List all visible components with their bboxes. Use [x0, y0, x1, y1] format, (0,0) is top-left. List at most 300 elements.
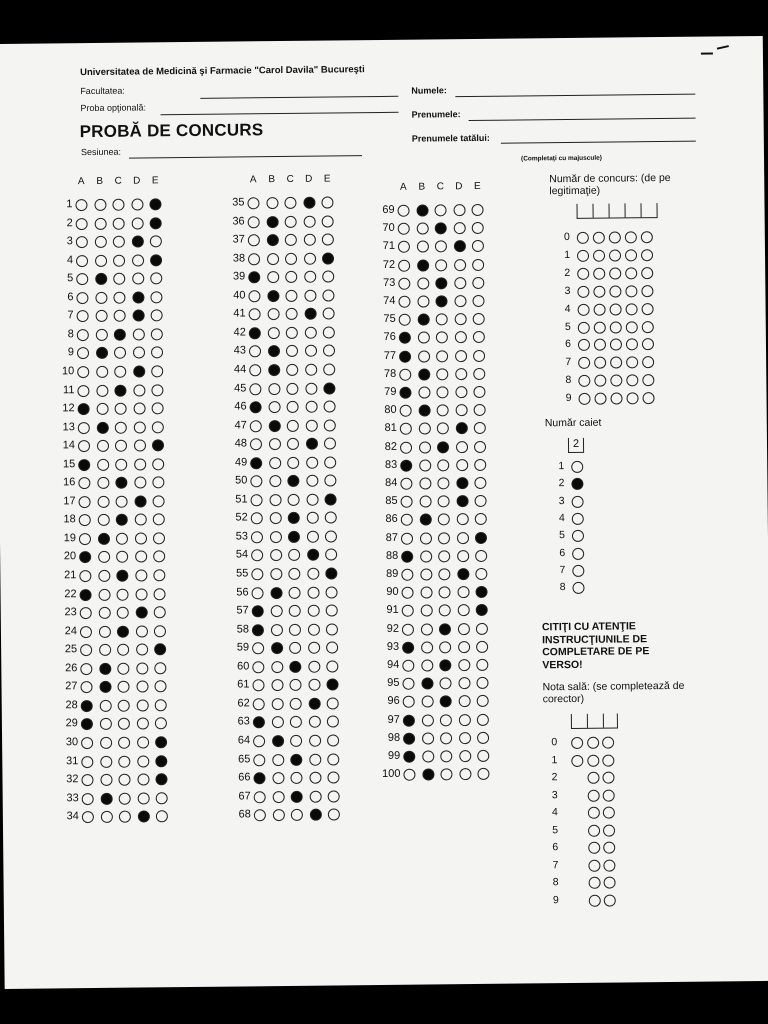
- answer-bubble-d[interactable]: [133, 402, 145, 414]
- answer-bubble-c[interactable]: [290, 735, 302, 747]
- answer-bubble-b[interactable]: [267, 271, 279, 283]
- answer-bubble-e[interactable]: [323, 363, 335, 375]
- answer-bubble-c[interactable]: [291, 790, 303, 802]
- answer-bubble-d[interactable]: [303, 215, 315, 227]
- answer-bubble-b[interactable]: [268, 420, 280, 432]
- answer-bubble-e[interactable]: [150, 235, 162, 247]
- answer-bubble-b[interactable]: [269, 457, 281, 469]
- answer-bubble-d[interactable]: [306, 493, 318, 505]
- answer-bubble-c[interactable]: [287, 401, 299, 413]
- answer-bubble-b[interactable]: [417, 259, 429, 271]
- answer-bubble-e[interactable]: [155, 736, 167, 748]
- answer-bubble-b[interactable]: [96, 421, 108, 433]
- answer-bubble-d[interactable]: [133, 365, 145, 377]
- answer-bubble-a[interactable]: [249, 383, 261, 395]
- answer-bubble-e[interactable]: [322, 252, 334, 264]
- answer-bubble-a[interactable]: [249, 364, 261, 376]
- answer-bubble-b[interactable]: [416, 241, 428, 253]
- answer-bubble-c[interactable]: [290, 753, 302, 765]
- answer-bubble-a[interactable]: [253, 735, 265, 747]
- answer-bubble-c[interactable]: [285, 252, 297, 264]
- answer-bubble-c[interactable]: [118, 699, 130, 711]
- answer-bubble-a[interactable]: [81, 774, 93, 786]
- candidate-digit-bubble[interactable]: [578, 357, 590, 369]
- answer-bubble-e[interactable]: [322, 215, 334, 227]
- answer-bubble-e[interactable]: [325, 530, 337, 542]
- booklet-bubble[interactable]: [572, 495, 584, 507]
- answer-bubble-b[interactable]: [99, 681, 111, 693]
- answer-bubble-d[interactable]: [309, 772, 321, 784]
- answer-bubble-c[interactable]: [286, 364, 298, 376]
- answer-bubble-a[interactable]: [251, 587, 263, 599]
- answer-bubble-c[interactable]: [114, 347, 126, 359]
- candidate-digit-bubble[interactable]: [626, 392, 638, 404]
- candidate-digit-bubble[interactable]: [594, 357, 606, 369]
- answer-bubble-e[interactable]: [327, 734, 339, 746]
- answer-bubble-e[interactable]: [473, 368, 485, 380]
- answer-bubble-d[interactable]: [134, 477, 146, 489]
- grade-digit-bubble[interactable]: [587, 754, 599, 766]
- candidate-digit-bubble[interactable]: [578, 339, 590, 351]
- answer-bubble-e[interactable]: [325, 493, 337, 505]
- grade-digit-bubble[interactable]: [603, 859, 615, 871]
- answer-bubble-e[interactable]: [150, 254, 162, 266]
- answer-bubble-b[interactable]: [270, 549, 282, 561]
- answer-bubble-e[interactable]: [326, 623, 338, 635]
- answer-bubble-a[interactable]: [76, 273, 88, 285]
- answer-bubble-e[interactable]: [326, 679, 338, 691]
- answer-bubble-b[interactable]: [94, 217, 106, 229]
- candidate-digit-bubble[interactable]: [594, 321, 606, 333]
- answer-bubble-d[interactable]: [308, 679, 320, 691]
- answer-bubble-c[interactable]: [116, 570, 128, 582]
- answer-bubble-a[interactable]: [403, 696, 415, 708]
- grade-digit-bubble[interactable]: [587, 737, 599, 749]
- answer-bubble-c[interactable]: [440, 696, 452, 708]
- answer-bubble-b[interactable]: [269, 531, 281, 543]
- answer-bubble-d[interactable]: [454, 331, 466, 343]
- answer-bubble-d[interactable]: [457, 550, 469, 562]
- answer-bubble-d[interactable]: [303, 234, 315, 246]
- answer-bubble-e[interactable]: [324, 456, 336, 468]
- grade-digit-bubble[interactable]: [587, 824, 599, 836]
- answer-bubble-c[interactable]: [434, 204, 446, 216]
- answer-bubble-a[interactable]: [79, 514, 91, 526]
- answer-bubble-c[interactable]: [438, 532, 450, 544]
- candidate-digit-bubble[interactable]: [641, 231, 653, 243]
- answer-bubble-b[interactable]: [266, 197, 278, 209]
- answer-bubble-a[interactable]: [254, 791, 266, 803]
- answer-bubble-d[interactable]: [134, 514, 146, 526]
- answer-bubble-b[interactable]: [270, 624, 282, 636]
- answer-bubble-b[interactable]: [421, 714, 433, 726]
- answer-bubble-a[interactable]: [399, 332, 411, 344]
- grade-box[interactable]: [571, 714, 618, 729]
- answer-bubble-a[interactable]: [82, 811, 94, 823]
- answer-bubble-c[interactable]: [113, 236, 125, 248]
- candidate-digit-bubble[interactable]: [626, 321, 638, 333]
- answer-bubble-d[interactable]: [132, 328, 144, 340]
- answer-bubble-e[interactable]: [322, 271, 334, 283]
- answer-bubble-a[interactable]: [400, 441, 412, 453]
- answer-bubble-e[interactable]: [472, 240, 484, 252]
- answer-bubble-a[interactable]: [251, 550, 263, 562]
- booklet-bubble[interactable]: [571, 478, 583, 490]
- answer-bubble-b[interactable]: [416, 223, 428, 235]
- candidate-digit-bubble[interactable]: [609, 285, 621, 297]
- answer-bubble-b[interactable]: [95, 292, 107, 304]
- answer-bubble-c[interactable]: [436, 386, 448, 398]
- answer-bubble-e[interactable]: [156, 810, 168, 822]
- answer-bubble-b[interactable]: [418, 368, 430, 380]
- answer-bubble-c[interactable]: [439, 677, 451, 689]
- answer-bubble-a[interactable]: [248, 271, 260, 283]
- answer-bubble-a[interactable]: [403, 751, 415, 763]
- candidate-digit-bubble[interactable]: [610, 375, 622, 387]
- answer-bubble-a[interactable]: [247, 197, 259, 209]
- answer-bubble-d[interactable]: [135, 588, 147, 600]
- answer-bubble-e[interactable]: [328, 790, 340, 802]
- grade-digit-bubble[interactable]: [603, 807, 615, 819]
- answer-bubble-a[interactable]: [77, 347, 89, 359]
- answer-bubble-a[interactable]: [401, 532, 413, 544]
- answer-bubble-e[interactable]: [476, 622, 488, 634]
- answer-bubble-e[interactable]: [155, 699, 167, 711]
- answer-bubble-e[interactable]: [326, 605, 338, 617]
- candidate-digit-bubble[interactable]: [578, 303, 590, 315]
- answer-bubble-c[interactable]: [437, 423, 449, 435]
- answer-bubble-e[interactable]: [477, 768, 489, 780]
- answer-bubble-e[interactable]: [322, 234, 334, 246]
- answer-bubble-a[interactable]: [403, 769, 415, 781]
- answer-bubble-e[interactable]: [155, 718, 167, 730]
- answer-bubble-a[interactable]: [77, 366, 89, 378]
- answer-bubble-b[interactable]: [271, 642, 283, 654]
- answer-bubble-d[interactable]: [456, 532, 468, 544]
- answer-bubble-c[interactable]: [286, 345, 298, 357]
- answer-bubble-a[interactable]: [78, 422, 90, 434]
- answer-bubble-b[interactable]: [267, 290, 279, 302]
- candidate-digit-bubble[interactable]: [593, 285, 605, 297]
- answer-bubble-d[interactable]: [458, 677, 470, 689]
- answer-bubble-b[interactable]: [421, 659, 433, 671]
- answer-bubble-c[interactable]: [437, 404, 449, 416]
- answer-bubble-d[interactable]: [458, 659, 470, 671]
- facultatea-field[interactable]: [200, 96, 398, 99]
- grade-digit-bubble[interactable]: [588, 894, 600, 906]
- answer-bubble-c[interactable]: [439, 605, 451, 617]
- answer-bubble-c[interactable]: [117, 681, 129, 693]
- answer-bubble-d[interactable]: [134, 495, 146, 507]
- grade-digit-bubble[interactable]: [602, 737, 614, 749]
- booklet-bubble[interactable]: [572, 513, 584, 525]
- answer-bubble-d[interactable]: [137, 736, 149, 748]
- answer-bubble-c[interactable]: [287, 475, 299, 487]
- answer-bubble-c[interactable]: [438, 495, 450, 507]
- answer-bubble-b[interactable]: [270, 587, 282, 599]
- answer-bubble-b[interactable]: [418, 350, 430, 362]
- answer-bubble-b[interactable]: [417, 277, 429, 289]
- candidate-digit-bubble[interactable]: [610, 357, 622, 369]
- answer-bubble-b[interactable]: [272, 809, 284, 821]
- answer-bubble-b[interactable]: [272, 754, 284, 766]
- answer-bubble-c[interactable]: [438, 550, 450, 562]
- answer-bubble-e[interactable]: [472, 258, 484, 270]
- candidate-digit-bubble[interactable]: [577, 268, 589, 280]
- answer-bubble-d[interactable]: [131, 217, 143, 229]
- answer-bubble-e[interactable]: [475, 513, 487, 525]
- candidate-digit-bubble[interactable]: [610, 339, 622, 351]
- grade-digit-bubble[interactable]: [603, 789, 615, 801]
- answer-bubble-a[interactable]: [252, 624, 264, 636]
- answer-bubble-b[interactable]: [417, 314, 429, 326]
- answer-bubble-e[interactable]: [475, 550, 487, 562]
- answer-bubble-d[interactable]: [308, 697, 320, 709]
- answer-bubble-c[interactable]: [287, 419, 299, 431]
- answer-bubble-b[interactable]: [419, 477, 431, 489]
- answer-bubble-b[interactable]: [268, 401, 280, 413]
- candidate-digit-bubble[interactable]: [610, 303, 622, 315]
- answer-bubble-c[interactable]: [117, 644, 129, 656]
- candidate-digit-bubble[interactable]: [626, 374, 638, 386]
- answer-bubble-a[interactable]: [80, 626, 92, 638]
- answer-bubble-c[interactable]: [116, 514, 128, 526]
- answer-bubble-e[interactable]: [323, 326, 335, 338]
- answer-bubble-e[interactable]: [474, 477, 486, 489]
- answer-bubble-a[interactable]: [78, 477, 90, 489]
- answer-bubble-d[interactable]: [453, 204, 465, 216]
- answer-bubble-d[interactable]: [136, 681, 148, 693]
- candidate-digit-bubble[interactable]: [642, 356, 654, 368]
- answer-bubble-b[interactable]: [420, 605, 432, 617]
- answer-bubble-d[interactable]: [303, 197, 315, 209]
- answer-bubble-b[interactable]: [94, 199, 106, 211]
- answer-bubble-a[interactable]: [249, 327, 261, 339]
- answer-bubble-a[interactable]: [253, 698, 265, 710]
- answer-bubble-a[interactable]: [251, 513, 263, 525]
- answer-bubble-d[interactable]: [455, 368, 467, 380]
- answer-bubble-a[interactable]: [251, 494, 263, 506]
- answer-bubble-e[interactable]: [149, 198, 161, 210]
- answer-bubble-a[interactable]: [402, 605, 414, 617]
- candidate-digit-bubble[interactable]: [577, 232, 589, 244]
- answer-bubble-c[interactable]: [115, 421, 127, 433]
- grade-digit-bubble[interactable]: [588, 859, 600, 871]
- answer-bubble-c[interactable]: [285, 290, 297, 302]
- answer-bubble-d[interactable]: [454, 277, 466, 289]
- answer-bubble-d[interactable]: [136, 699, 148, 711]
- answer-bubble-b[interactable]: [98, 607, 110, 619]
- answer-bubble-d[interactable]: [136, 644, 148, 656]
- answer-bubble-e[interactable]: [472, 277, 484, 289]
- answer-bubble-b[interactable]: [266, 234, 278, 246]
- answer-bubble-d[interactable]: [459, 732, 471, 744]
- answer-bubble-b[interactable]: [422, 750, 434, 762]
- answer-bubble-e[interactable]: [154, 606, 166, 618]
- candidate-digit-bubble[interactable]: [625, 249, 637, 261]
- candidate-digit-bubble[interactable]: [594, 339, 606, 351]
- answer-bubble-a[interactable]: [400, 459, 412, 471]
- candidate-digit-bubble[interactable]: [641, 249, 653, 261]
- answer-bubble-b[interactable]: [99, 663, 111, 675]
- answer-bubble-b[interactable]: [420, 550, 432, 562]
- answer-bubble-a[interactable]: [250, 438, 262, 450]
- candidate-number-box[interactable]: [576, 203, 657, 219]
- answer-bubble-b[interactable]: [271, 661, 283, 673]
- answer-bubble-a[interactable]: [400, 478, 412, 490]
- answer-bubble-a[interactable]: [250, 475, 262, 487]
- answer-bubble-c[interactable]: [437, 441, 449, 453]
- candidate-digit-bubble[interactable]: [642, 321, 654, 333]
- answer-bubble-a[interactable]: [81, 737, 93, 749]
- candidate-digit-bubble[interactable]: [625, 231, 637, 243]
- answer-bubble-e[interactable]: [154, 681, 166, 693]
- answer-bubble-a[interactable]: [80, 644, 92, 656]
- candidate-digit-bubble[interactable]: [609, 267, 621, 279]
- candidate-digit-bubble[interactable]: [593, 250, 605, 262]
- answer-bubble-a[interactable]: [248, 253, 260, 265]
- candidate-digit-bubble[interactable]: [625, 267, 637, 279]
- answer-bubble-e[interactable]: [153, 532, 165, 544]
- answer-bubble-a[interactable]: [249, 309, 261, 321]
- answer-bubble-e[interactable]: [473, 349, 485, 361]
- candidate-digit-bubble[interactable]: [642, 374, 654, 386]
- answer-bubble-a[interactable]: [78, 440, 90, 452]
- answer-bubble-b[interactable]: [97, 533, 109, 545]
- answer-bubble-d[interactable]: [453, 240, 465, 252]
- answer-bubble-b[interactable]: [96, 384, 108, 396]
- answer-bubble-e[interactable]: [154, 643, 166, 655]
- answer-bubble-a[interactable]: [403, 714, 415, 726]
- booklet-box[interactable]: [568, 438, 584, 453]
- answer-bubble-a[interactable]: [398, 223, 410, 235]
- answer-bubble-d[interactable]: [131, 254, 143, 266]
- answer-bubble-a[interactable]: [250, 401, 262, 413]
- answer-bubble-d[interactable]: [131, 236, 143, 248]
- answer-bubble-c[interactable]: [440, 732, 452, 744]
- answer-bubble-c[interactable]: [287, 438, 299, 450]
- answer-bubble-a[interactable]: [253, 717, 265, 729]
- answer-bubble-c[interactable]: [435, 277, 447, 289]
- answer-bubble-b[interactable]: [421, 641, 433, 653]
- booklet-bubble[interactable]: [572, 565, 584, 577]
- answer-bubble-e[interactable]: [152, 402, 164, 414]
- answer-bubble-a[interactable]: [248, 290, 260, 302]
- answer-bubble-d[interactable]: [454, 295, 466, 307]
- answer-bubble-e[interactable]: [151, 384, 163, 396]
- answer-bubble-d[interactable]: [132, 291, 144, 303]
- answer-bubble-c[interactable]: [116, 495, 128, 507]
- answer-bubble-c[interactable]: [288, 494, 300, 506]
- candidate-digit-bubble[interactable]: [594, 375, 606, 387]
- answer-bubble-e[interactable]: [477, 695, 489, 707]
- answer-bubble-b[interactable]: [267, 308, 279, 320]
- answer-bubble-d[interactable]: [305, 419, 317, 431]
- answer-bubble-a[interactable]: [79, 589, 91, 601]
- answer-bubble-b[interactable]: [421, 696, 433, 708]
- answer-bubble-c[interactable]: [285, 215, 297, 227]
- answer-bubble-e[interactable]: [475, 495, 487, 507]
- candidate-digit-bubble[interactable]: [625, 285, 637, 297]
- grade-digit-bubble[interactable]: [603, 824, 615, 836]
- answer-bubble-a[interactable]: [401, 496, 413, 508]
- answer-bubble-c[interactable]: [114, 384, 126, 396]
- answer-bubble-b[interactable]: [98, 588, 110, 600]
- answer-bubble-a[interactable]: [399, 314, 411, 326]
- answer-bubble-d[interactable]: [458, 695, 470, 707]
- answer-bubble-b[interactable]: [270, 605, 282, 617]
- answer-bubble-c[interactable]: [116, 533, 128, 545]
- answer-bubble-b[interactable]: [99, 700, 111, 712]
- answer-bubble-a[interactable]: [79, 551, 91, 563]
- answer-bubble-b[interactable]: [268, 364, 280, 376]
- answer-bubble-d[interactable]: [306, 456, 318, 468]
- answer-bubble-e[interactable]: [327, 771, 339, 783]
- answer-bubble-c[interactable]: [439, 623, 451, 635]
- booklet-bubble[interactable]: [572, 547, 584, 559]
- answer-bubble-d[interactable]: [133, 384, 145, 396]
- answer-bubble-d[interactable]: [306, 475, 318, 487]
- answer-bubble-c[interactable]: [116, 551, 128, 563]
- answer-bubble-d[interactable]: [456, 477, 468, 489]
- numele-field[interactable]: [455, 94, 695, 98]
- answer-bubble-d[interactable]: [453, 222, 465, 234]
- answer-bubble-a[interactable]: [402, 660, 414, 672]
- answer-bubble-c[interactable]: [116, 588, 128, 600]
- answer-bubble-b[interactable]: [422, 732, 434, 744]
- answer-bubble-b[interactable]: [96, 440, 108, 452]
- answer-bubble-e[interactable]: [473, 331, 485, 343]
- answer-bubble-e[interactable]: [153, 514, 165, 526]
- answer-bubble-e[interactable]: [323, 382, 335, 394]
- answer-bubble-a[interactable]: [401, 569, 413, 581]
- answer-bubble-d[interactable]: [307, 568, 319, 580]
- candidate-digit-bubble[interactable]: [641, 267, 653, 279]
- answer-bubble-b[interactable]: [416, 204, 428, 216]
- answer-bubble-e[interactable]: [325, 512, 337, 524]
- answer-bubble-c[interactable]: [289, 661, 301, 673]
- answer-bubble-b[interactable]: [422, 769, 434, 781]
- answer-bubble-a[interactable]: [78, 459, 90, 471]
- answer-bubble-d[interactable]: [135, 551, 147, 563]
- answer-bubble-a[interactable]: [399, 368, 411, 380]
- answer-bubble-c[interactable]: [290, 772, 302, 784]
- candidate-digit-bubble[interactable]: [578, 375, 590, 387]
- answer-bubble-b[interactable]: [266, 253, 278, 265]
- answer-bubble-b[interactable]: [96, 403, 108, 415]
- answer-bubble-d[interactable]: [455, 404, 467, 416]
- answer-bubble-e[interactable]: [155, 773, 167, 785]
- answer-bubble-a[interactable]: [82, 793, 94, 805]
- answer-bubble-e[interactable]: [325, 586, 337, 598]
- answer-bubble-a[interactable]: [78, 403, 90, 415]
- answer-bubble-c[interactable]: [115, 403, 127, 415]
- answer-bubble-c[interactable]: [435, 241, 447, 253]
- answer-bubble-b[interactable]: [100, 755, 112, 767]
- answer-bubble-d[interactable]: [307, 586, 319, 598]
- answer-bubble-d[interactable]: [305, 382, 317, 394]
- grade-digit-bubble[interactable]: [602, 754, 614, 766]
- answer-bubble-d[interactable]: [454, 259, 466, 271]
- grade-digit-bubble[interactable]: [588, 877, 600, 889]
- answer-bubble-b[interactable]: [272, 735, 284, 747]
- answer-bubble-c[interactable]: [285, 234, 297, 246]
- answer-bubble-d[interactable]: [131, 198, 143, 210]
- answer-bubble-c[interactable]: [288, 586, 300, 598]
- candidate-digit-bubble[interactable]: [610, 393, 622, 405]
- answer-bubble-c[interactable]: [435, 222, 447, 234]
- answer-bubble-e[interactable]: [152, 458, 164, 470]
